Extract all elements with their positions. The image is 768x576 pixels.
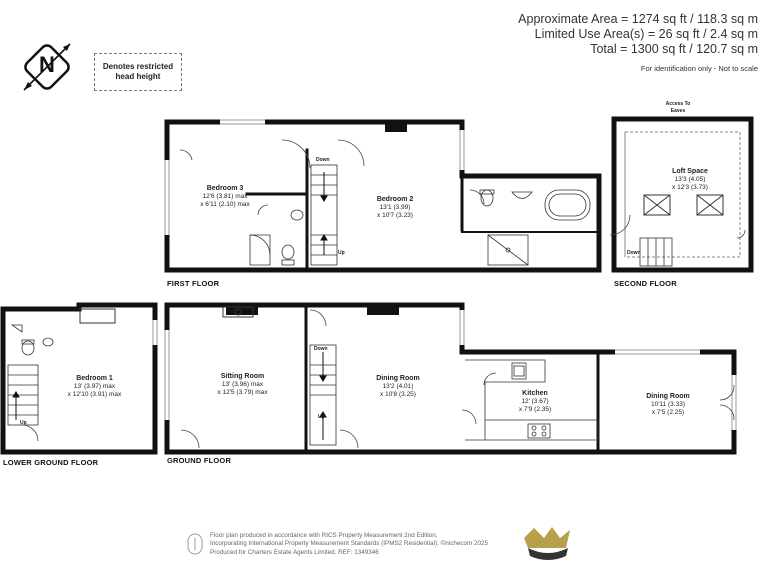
total-area: Total = 1300 sq ft / 120.7 sq m [590, 42, 758, 56]
room-dim-2: x 10'7 (3.23) [377, 212, 413, 219]
second-floor-label: SECOND FLOOR [614, 279, 677, 288]
rics-badge [188, 534, 202, 554]
room-name: Bedroom 2 [376, 196, 414, 203]
first-floor-label: FIRST FLOOR [167, 279, 220, 288]
second-floor-walls [614, 119, 751, 270]
limited-use-area: Limited Use Area(s) = 26 sq ft / 2.4 sq m [534, 27, 758, 41]
ground-floor-label: GROUND FLOOR [167, 456, 232, 465]
room-bedroom-1 [52, 375, 137, 399]
room-loft-space [650, 168, 730, 192]
footer-text [210, 532, 488, 557]
approximate-area: Approximate Area = 1274 sq ft / 118.3 sq m [518, 12, 758, 26]
room-dim-2: x 10'8 (3.25) [380, 391, 416, 398]
compass-letter: N [39, 52, 55, 77]
stair-up-lower: Up [20, 420, 27, 426]
stair-up-first: Up [338, 250, 345, 256]
eaves-line-2: Eaves [670, 108, 686, 114]
room-name: Sitting Room [220, 373, 265, 380]
stair-down-ground: Down [314, 346, 328, 352]
footer-line-2: Incorporating International Property Measurement Standards (IPMS2 Residential). ©nichecom 2025 [210, 540, 488, 548]
crown-logo [524, 527, 570, 560]
room-dim-1: 13'3 (4.05) [674, 176, 706, 183]
room-dim-2: x 12'5 (3.79) max [217, 389, 268, 396]
room-name: Loft Space [672, 168, 708, 175]
room-dim-2: x 6'11 (2.10) max [200, 201, 250, 208]
stair-up-ground: Up [318, 414, 325, 420]
room-dining-room-2 [628, 393, 708, 417]
room-dim-2: x 7'9 (2.35) [518, 406, 552, 413]
legend-line-2: head height [115, 72, 161, 81]
stair-down-second: Down [627, 250, 641, 256]
room-dim-1: 13'2 (4.01) [382, 383, 414, 390]
room-name: Dining Room [376, 375, 420, 382]
room-kitchen [505, 390, 565, 414]
room-name: Dining Room [646, 393, 690, 400]
legend-line-1: Denotes restricted [102, 62, 174, 71]
room-dining-room-1 [358, 375, 438, 399]
room-dim-1: 12'6 (3.81) max [202, 193, 248, 200]
room-bedroom-2 [355, 196, 435, 220]
room-dim-1: 10'11 (3.33) [650, 401, 685, 408]
room-dim-2: x 12'10 (3.91) max [67, 391, 122, 398]
footer-line-1: Floor plan produced in accordance with RICS Property Measurement 2nd Edition, [210, 532, 438, 539]
room-bedroom-3 [185, 185, 265, 209]
room-dim-2: x 12'3 (3.73) [672, 184, 708, 191]
room-dim-1: 13'1 (3.99) [379, 204, 411, 211]
room-dim-1: 12' (3.67) [521, 398, 549, 405]
room-name: Kitchen [522, 390, 548, 397]
access-to-eaves [650, 101, 706, 115]
room-name: Bedroom 3 [206, 185, 244, 192]
stair-down-first: Down [316, 157, 330, 163]
room-dim-1: 13' (3.97) max [73, 383, 116, 390]
lower-ground-floor-label: LOWER GROUND FLOOR [3, 458, 99, 467]
identification-note: For identification only - Not to scale [640, 64, 758, 73]
room-sitting-room [200, 373, 285, 397]
room-name: Bedroom 1 [76, 375, 113, 382]
room-dim-1: 13' (3.96) max [221, 381, 264, 388]
footer-line-3: Produced for Charters Estate Agents Limited. REF: 1349346 [210, 548, 379, 556]
eaves-line-1: Access To [665, 101, 691, 107]
room-dim-2: x 7'5 (2.25) [651, 409, 685, 416]
